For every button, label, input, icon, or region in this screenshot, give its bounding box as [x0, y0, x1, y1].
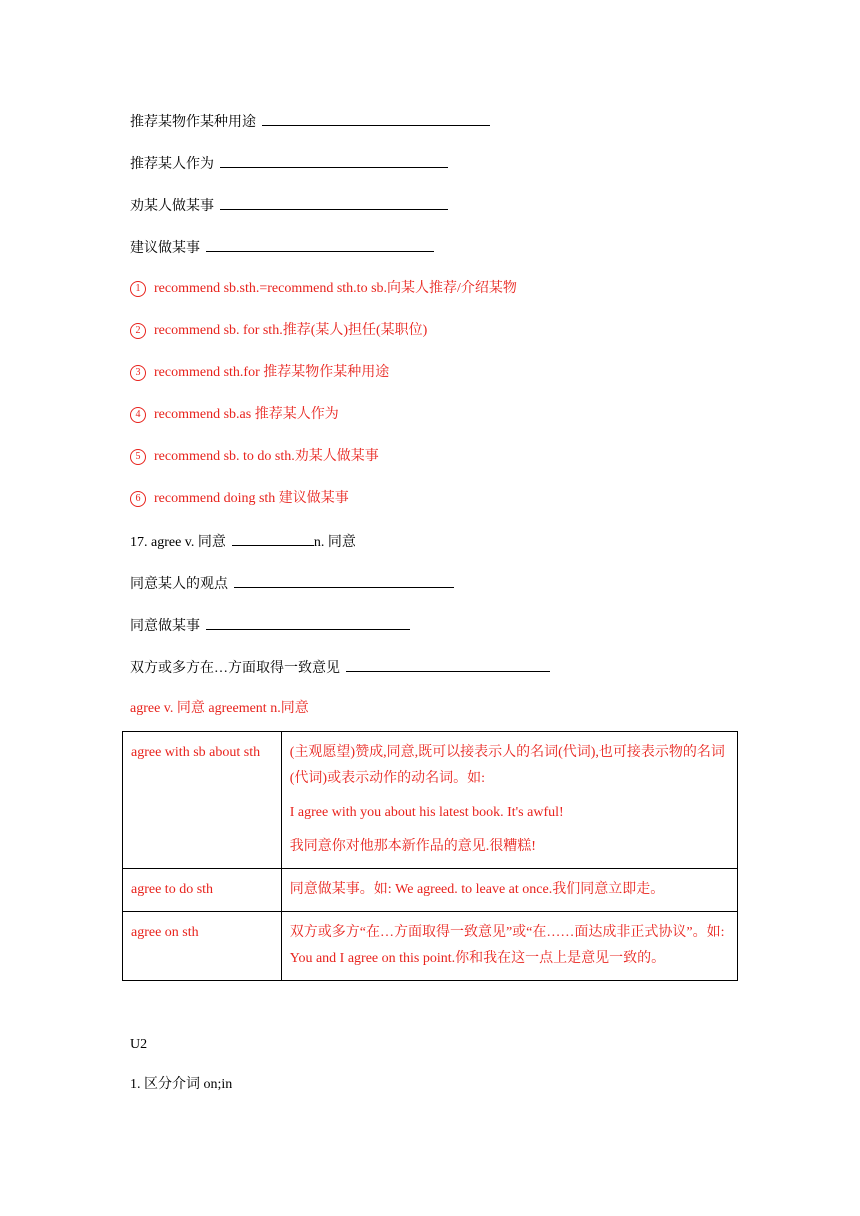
term-cell: agree to do sth: [123, 869, 282, 912]
exercise-line: [130, 615, 410, 637]
exercise-prompt: 推荐某人作为: [130, 157, 214, 172]
answer-blank[interactable]: [232, 531, 314, 546]
answer-text: recommend sb. to do sth.劝某人做某事: [154, 449, 379, 464]
circled-number: 6: [130, 491, 146, 507]
exercise-prompt: 建议做某事: [130, 241, 200, 256]
answer-line: [130, 405, 339, 425]
item-17-suffix: n. 同意: [313, 535, 356, 550]
exercise-line: [130, 573, 454, 595]
answer-line: [130, 489, 349, 509]
answer-text: recommend sb.sth.=recommend sth.to sb.向某人推荐/介绍某物: [154, 281, 517, 296]
answer-text: recommend sb.as 推荐某人作为: [154, 407, 339, 422]
circled-number: 4: [130, 407, 146, 423]
explanation-paragraph: I agree with you about his latest book. It's awful!: [289, 805, 564, 820]
table-row: [123, 732, 738, 869]
answer-line: [130, 447, 379, 467]
explanation-cell: [281, 912, 737, 981]
answer-blank[interactable]: [220, 153, 448, 168]
explanation-cell: [281, 732, 737, 869]
exercise-prompt: 劝某人做某事: [130, 199, 214, 214]
exercise-line: [130, 657, 550, 679]
explanation-paragraph: (主观愿望)赞成,同意,既可以接表示人的名词(代词),也可接表示物的名词(代词)或表示动作的动名词。如:: [289, 745, 725, 786]
item-17-line: [130, 531, 356, 553]
exercise-line: [130, 153, 448, 175]
answer-line: [130, 363, 389, 383]
answer-blank[interactable]: [234, 573, 454, 588]
answer-blank[interactable]: [206, 615, 410, 630]
explanation-paragraph: 我同意你对他那本新作品的意见.很糟糕!: [289, 839, 536, 854]
table-row: [123, 869, 738, 912]
term-cell: agree with sb about sth: [123, 732, 282, 869]
exercise-line: [130, 111, 490, 133]
answer-line: [130, 321, 427, 341]
agree-usage-table: [122, 731, 738, 981]
explanation-cell: [281, 869, 737, 912]
exercise-line: [130, 237, 434, 259]
answer-blank[interactable]: [206, 237, 434, 252]
item-1-line: 1. 区分介词 on;in: [130, 1077, 233, 1092]
circled-number: 5: [130, 449, 146, 465]
answer-text: recommend sb. for sth.推荐(某人)担任(某职位): [154, 323, 428, 338]
table-row: [123, 912, 738, 981]
circled-number: 2: [130, 323, 146, 339]
exercise-prompt: 推荐某物作某种用途: [130, 115, 256, 130]
answer-blank[interactable]: [262, 111, 490, 126]
answer-blank[interactable]: [220, 195, 448, 210]
circled-number: 1: [130, 281, 146, 297]
item-17-prefix: 17. agree v. 同意: [130, 535, 226, 550]
circled-number: 3: [130, 365, 146, 381]
exercise-prompt: 双方或多方在…方面取得一致意见: [130, 661, 340, 676]
term-cell: agree on sth: [123, 912, 282, 981]
answer-text: recommend sth.for 推荐某物作某种用途: [154, 365, 390, 380]
answer-blank[interactable]: [346, 657, 550, 672]
exercise-prompt: 同意做某事: [130, 619, 200, 634]
answer-text: recommend doing sth 建议做某事: [154, 491, 349, 506]
exercise-prompt: 同意某人的观点: [130, 577, 228, 592]
explanation-paragraph: 双方或多方“在…方面取得一致意见”或“在……面达成非正式协议”。如: You and I agree on this point.你和我在这一点上是意见一致的。: [289, 925, 725, 966]
exercise-line: [130, 195, 448, 217]
agree-answer: agree v. 同意 agreement n.同意: [130, 701, 309, 716]
unit-label: U2: [130, 1037, 148, 1052]
answer-line: [130, 279, 517, 299]
explanation-paragraph: 同意做某事。如: We agreed. to leave at once.我们同意立即走。: [289, 882, 665, 897]
